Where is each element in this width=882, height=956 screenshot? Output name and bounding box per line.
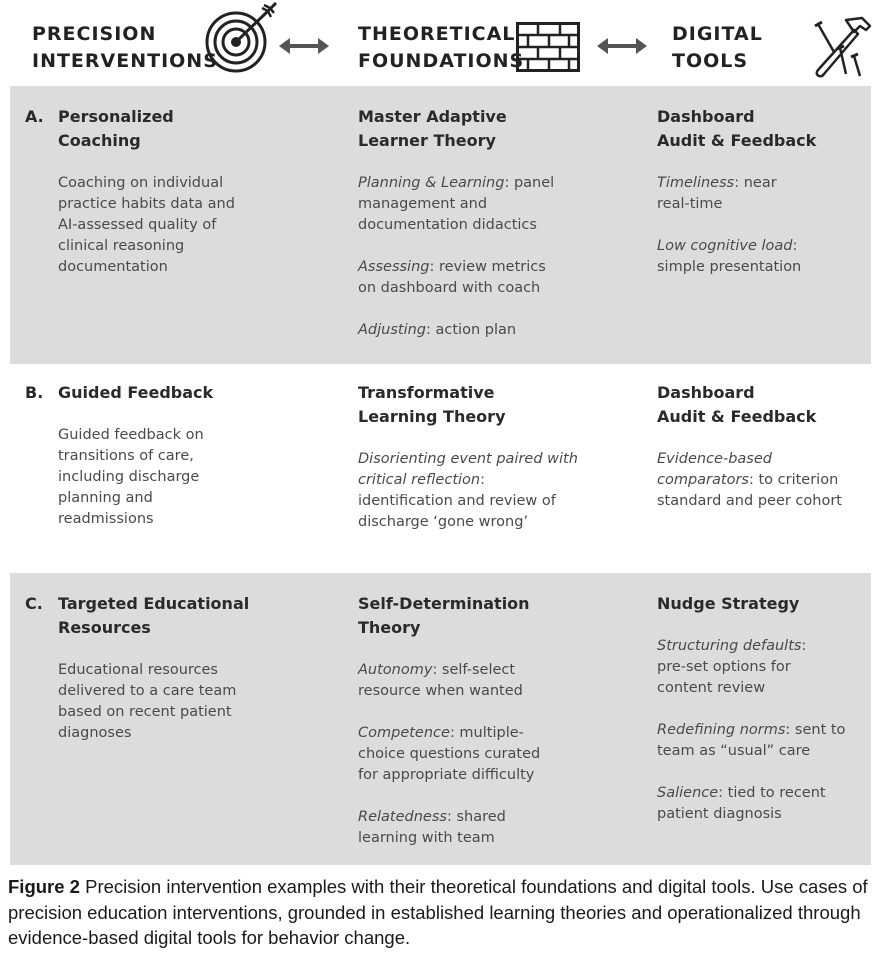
theory-item-term: Disorienting event paired with critical reflection <box>358 451 578 488</box>
theory-item <box>358 807 533 849</box>
intervention-title: Personalized Coaching <box>58 107 174 150</box>
theory-item-term: Adjusting <box>358 322 427 338</box>
intervention-title: Guided Feedback <box>58 383 214 402</box>
header-digital-line2: TOOLS <box>672 50 749 72</box>
figure-label: Figure 2 <box>8 876 80 897</box>
intervention-description: Educational resources delivered to a care team based on recent patient diagnoses <box>58 662 237 741</box>
row-b-theory <box>358 381 638 533</box>
theory-item-text: : action plan <box>426 322 517 338</box>
intervention-description: Guided feedback on transitions of care, including discharge planning and readmissions <box>58 427 204 527</box>
intervention-description: Coaching on individual practice habits data and AI-assessed quality of clinical reasoning documentation <box>58 175 235 275</box>
tool-item-text: : simple presentation <box>657 238 802 275</box>
row-b-intervention <box>58 381 308 530</box>
row-a-letter: A. <box>25 107 44 126</box>
theory-item-text: : panel management and documentation didactics <box>358 175 555 233</box>
row-a-theory <box>358 105 638 341</box>
theory-item-text: : identification and review of discharge ‘gone wrong’ <box>358 472 556 530</box>
header-precision-interventions <box>32 21 218 75</box>
tool-title: Nudge Strategy <box>657 594 800 613</box>
tool-item <box>657 720 852 762</box>
tool-item <box>657 173 797 215</box>
tools-icon <box>810 14 876 78</box>
tool-item-term: Evidence-based comparators <box>657 451 772 488</box>
row-a-tool <box>657 105 867 278</box>
theory-item-term: Assessing <box>358 259 430 275</box>
tool-item-term: Structuring defaults <box>657 638 802 654</box>
figure-caption <box>8 874 878 951</box>
tool-item-term: Salience <box>657 785 719 801</box>
theory-item-text: : shared learning with team <box>358 809 506 846</box>
tool-item-text: : pre-set options for content review <box>657 638 807 696</box>
row-b-letter: B. <box>25 383 44 402</box>
theory-item <box>358 320 563 341</box>
header-theoretical-line2: FOUNDATIONS <box>358 50 525 72</box>
tool-item-term: Redefining norms <box>657 722 786 738</box>
theory-item <box>358 723 558 786</box>
theory-title: Self-Determination Theory <box>358 594 530 637</box>
figure-caption-text: Precision intervention examples with their theoretical foundations and digital tools. Use cases of precision education interventions, grounded in established learning theories and operationalized through evidence-based digital tools for behavior change. <box>8 876 868 948</box>
tool-item-term: Timeliness <box>657 175 735 191</box>
theory-item <box>358 660 543 702</box>
intervention-title: Targeted Educational Resources <box>58 594 250 637</box>
header-precision-line2: INTERVENTIONS <box>32 50 218 72</box>
tool-item-text: : sent to team as “usual” care <box>657 722 846 759</box>
tool-item-text: : to criterion standard and peer cohort <box>657 472 842 509</box>
tool-item <box>657 236 817 278</box>
header-digital-tools <box>672 21 763 75</box>
tool-item <box>657 636 822 699</box>
tool-title: Dashboard Audit & Feedback <box>657 383 817 426</box>
theory-item-term: Relatedness <box>358 809 447 825</box>
tool-item-term: Low cognitive load <box>657 238 793 254</box>
header-precision-line1: PRECISION <box>32 23 157 45</box>
row-c-theory <box>358 592 638 849</box>
row-c-intervention <box>58 592 308 744</box>
theory-title: Master Adaptive Learner Theory <box>358 107 507 150</box>
theory-item <box>358 173 558 236</box>
theory-item-text: : self-select resource when wanted <box>358 662 523 699</box>
theory-item <box>358 257 563 299</box>
row-c-tool <box>657 592 867 825</box>
double-arrow-icon <box>279 37 329 55</box>
theory-item-text: : review metrics on dashboard with coach <box>358 259 546 296</box>
target-icon <box>204 2 280 74</box>
tool-item <box>657 449 862 512</box>
theory-item-text: : multiple-choice questions curated for appropriate difficulty <box>358 725 541 783</box>
double-arrow-icon <box>597 37 647 55</box>
header-digital-line1: DIGITAL <box>672 23 763 45</box>
brick-wall-icon <box>516 22 580 72</box>
header-theoretical-line1: THEORETICAL <box>358 23 516 45</box>
theory-item-term: Autonomy <box>358 662 433 678</box>
row-b-tool <box>657 381 867 512</box>
theory-title: Transformative Learning Theory <box>358 383 506 426</box>
tool-item <box>657 783 847 825</box>
theory-item-term: Planning & Learning <box>358 175 505 191</box>
tool-item-text: : near real-time <box>657 175 777 212</box>
row-c-letter: C. <box>25 594 43 613</box>
row-a-intervention <box>58 105 308 278</box>
theory-item-term: Competence <box>358 725 450 741</box>
tool-item-text: : tied to recent patient diagnosis <box>657 785 826 822</box>
tool-title: Dashboard Audit & Feedback <box>657 107 817 150</box>
theory-item <box>358 449 578 533</box>
header-theoretical-foundations <box>358 21 524 75</box>
